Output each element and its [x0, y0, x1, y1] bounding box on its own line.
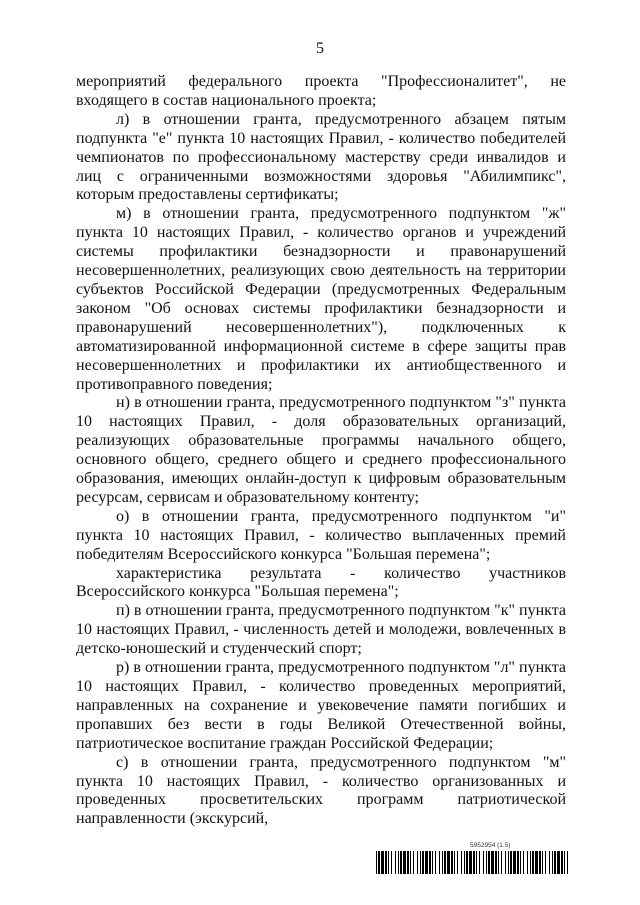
paragraph-n: н) в отношении гранта, предусмотренного подпунктом "з" пункта 10 настоящих Правил, - доля образовательных организаций, реализующих образовательные программы начального общего, основного общего, среднего общего и среднего профессионального образования, имеющих онлайн-доступ к цифровым образовательным ресурсам, сервисам и образовательному контенту; [76, 394, 566, 506]
paragraph-l: л) в отношении гранта, предусмотренного абзацем пятым подпункта "е" пункта 10 настоящих Правил, - количество победителей чемпионатов по профессиональному мастерству среди инвалидов и лиц с ограниченными возможностями здоровья "Абилимпикс", которым предоставлены сертификаты; [76, 110, 566, 204]
document-code: 5952954 (1.5) [470, 842, 511, 849]
paragraph-continuation: мероприятий федерального проекта "Профессионалитет", не входящего в состав национального проекта; [76, 73, 566, 109]
paragraph-p: п) в отношении гранта, предусмотренного подпунктом "к" пункта 10 настоящих Правил, - численность детей и молодежи, вовлеченных в детско-юношеский и студенческий спорт; [76, 602, 566, 658]
barcode [376, 851, 568, 874]
page-number: 5 [316, 40, 324, 57]
paragraph-m: м) в отношении гранта, предусмотренного подпунктом "ж" пункта 10 настоящих Правил, - количество органов и учреждений системы профилактики безнадзорности и правонарушений несовершеннолетних, реализующих свою деятельность на территории субъектов Российской Федерации (предусмотренных Федеральным законом "Об основах системы профилактики безнадзорности и правонарушений несовершеннолетних"), подключенных к автоматизированной информационной системе в сфере защиты прав несовершеннолетних и профилактики их антиобщественного и противоправного поведения; [76, 205, 566, 393]
paragraph-s: с) в отношении гранта, предусмотренного подпунктом "м" пункта 10 настоящих Правил, - количество организованных и проведенных просветительских программ патриотической направленности (экскурсий, [76, 753, 566, 828]
paragraph-characteristic: характеристика результата - количество участников Всероссийского конкурса "Большая перемена"; [76, 564, 566, 601]
paragraph-o: о) в отношении гранта, предусмотренного подпунктом "и" пункта 10 настоящих Правил, - количество выплаченных премий победителям Всероссийского конкурса "Большая перемена"; [76, 507, 566, 563]
body-text [76, 73, 566, 829]
paragraph-r: р) в отношении гранта, предусмотренного подпунктом "л" пункта 10 настоящих Правил, - количество проведенных мероприятий, направленных на сохранение и увековечение памяти погибших и пропавших без вести в годы Великой Отечественной войны, патриотическое воспитание граждан Российской Федерации; [76, 659, 566, 752]
